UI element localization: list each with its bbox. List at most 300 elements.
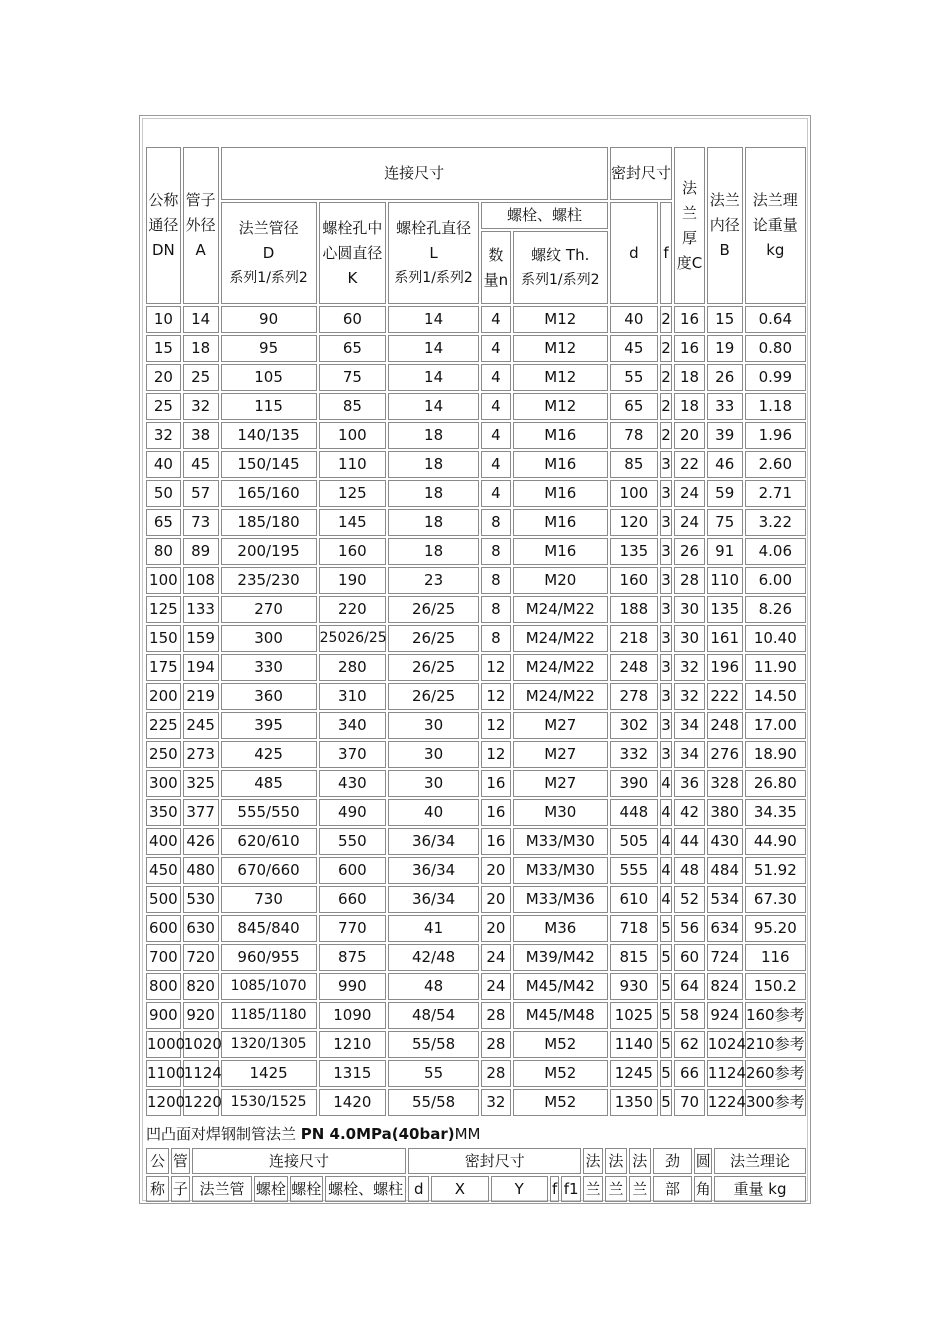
table-cell: 360 [221,683,317,710]
table-cell: 3 [660,509,672,536]
table-cell: 38 [183,422,219,449]
table-row [146,1002,806,1029]
table-cell: 32 [146,422,181,449]
table-cell: 36/34 [388,857,479,884]
table-cell: 3 [660,538,672,565]
table-cell: 150.2 [745,973,806,1000]
table-cell: 40 [610,306,658,333]
table-cell: 720 [183,944,219,971]
table-cell: 370 [319,741,386,768]
table-cell: 500 [146,886,181,913]
table-cell: 3 [660,480,672,507]
table-cell: 0.64 [745,306,806,333]
table-cell: M39/M42 [513,944,608,971]
table-cell: M33/M30 [513,857,608,884]
table-cell: 235/230 [221,567,317,594]
table-cell: M24/M22 [513,625,608,652]
table-cell: M33/M30 [513,828,608,855]
table-cell: 490 [319,799,386,826]
table-cell: 3 [660,683,672,710]
table-cell: 95 [221,335,317,362]
header-bolt-circle-k-title: 螺栓孔中心圆直径 [322,218,383,262]
table-cell: 278 [610,683,658,710]
table-cell: 33 [707,393,743,420]
table-cell: 248 [707,712,743,739]
table-row [146,944,806,971]
table-cell: 24 [481,973,511,1000]
table-cell: 875 [319,944,386,971]
table-cell: 430 [319,770,386,797]
table-cell: 125 [319,480,386,507]
table-cell: 380 [707,799,743,826]
table-cell: 14 [388,364,479,391]
table-cell: 20 [481,857,511,884]
table-cell: 20 [674,422,705,449]
table-cell: 2 [660,306,672,333]
pn40-flange-table-header [144,1146,808,1204]
table-cell: 23 [388,567,479,594]
table-cell: 12 [481,683,511,710]
table-cell: 3 [660,451,672,478]
table-cell: 448 [610,799,658,826]
table-cell: 32 [674,683,705,710]
table-cell: 34 [674,712,705,739]
table-cell: 15 [146,335,181,362]
table-cell: 40 [388,799,479,826]
table-cell: 550 [319,828,386,855]
sub-header-connection: 连接尺寸 [192,1148,407,1174]
caption-pressure: PN 4.0MPa(40bar) [300,1125,455,1143]
table-cell: 15 [707,306,743,333]
table-cell: 18 [388,480,479,507]
header-bolt-hole-l-series: 系列1/系列2 [394,269,473,286]
table-cell: 14.50 [745,683,806,710]
table-cell: 4 [481,393,511,420]
table-cell: 45 [610,335,658,362]
header-thread-th-series: 系列1/系列2 [521,271,600,288]
table-cell: 484 [707,857,743,884]
table-cell: 55/58 [388,1089,479,1116]
table-cell: 4 [481,364,511,391]
table-cell: 70 [674,1089,705,1116]
table-cell: 620/610 [221,828,317,855]
table-cell: 36/34 [388,828,479,855]
table-cell: 505 [610,828,658,855]
caption-unit: MM [454,1125,481,1143]
table-cell: 16 [674,306,705,333]
table-cell: M24/M22 [513,596,608,623]
table-cell: 100 [146,567,181,594]
table-cell: 108 [183,567,219,594]
header-flange-d-title: 法兰管径 [238,218,299,237]
table-cell: 11.90 [745,654,806,681]
table-cell: 26 [674,538,705,565]
table-cell: 2.71 [745,480,806,507]
header-bolt-circle-k-symbol: K [347,268,358,287]
table-cell: M24/M22 [513,683,608,710]
header-thickness-c: 法兰厚度C [674,147,705,304]
table-cell: 4 [481,335,511,362]
table-cell: 4.06 [745,538,806,565]
table-cell: 1245 [610,1060,658,1087]
table-cell: 3 [660,625,672,652]
table-cell: 26.80 [745,770,806,797]
table-cell: 140/135 [221,422,317,449]
header-thread-th [513,231,608,304]
header-inner-b: 法兰内径B [707,147,743,304]
table-cell: 1200 [146,1089,181,1116]
table-cell: 0.99 [745,364,806,391]
table-cell: 18 [388,538,479,565]
table-cell: 5 [660,1060,672,1087]
table-cell: 30 [388,741,479,768]
table-row [146,335,806,362]
table-cell: 59 [707,480,743,507]
table-cell: 248 [610,654,658,681]
table-cell: 16 [481,828,511,855]
table-cell: 302 [610,712,658,739]
table-cell: M12 [513,393,608,420]
table-cell: 600 [146,915,181,942]
table-row [146,857,806,884]
table-cell: 1224 [707,1089,743,1116]
table-cell: 16 [481,799,511,826]
table-cell: 960/955 [221,944,317,971]
table-cell: 5 [660,915,672,942]
table-cell: 1020 [183,1031,219,1058]
table-cell: 390 [610,770,658,797]
table-cell: 426 [183,828,219,855]
table-cell: 5 [660,944,672,971]
table-cell: 4 [481,480,511,507]
table-cell: 220 [319,596,386,623]
table-cell: 700 [146,944,181,971]
table-cell: 219 [183,683,219,710]
table-cell: M12 [513,306,608,333]
table-cell: 350 [146,799,181,826]
header-bolt-hole-l [388,202,479,304]
table-cell: 26 [707,364,743,391]
table-cell: 91 [707,538,743,565]
table-cell: 395 [221,712,317,739]
table-cell: M16 [513,509,608,536]
table-cell: 2.60 [745,451,806,478]
table-cell: 161 [707,625,743,652]
table-cell: 1210 [319,1031,386,1058]
table-row [146,596,806,623]
table-cell: 815 [610,944,658,971]
table-cell: 175 [146,654,181,681]
table-cell: 95.20 [745,915,806,942]
table-cell: 530 [183,886,219,913]
table-row [146,480,806,507]
table-row [146,973,806,1000]
table-cell: M27 [513,770,608,797]
table-cell: 190 [319,567,386,594]
table-cell: 56 [674,915,705,942]
sub-header-bolt-2: 螺栓 [290,1176,323,1202]
table-cell: 4 [481,451,511,478]
table-cell: 480 [183,857,219,884]
table-cell: 188 [610,596,658,623]
table-cell: 34.35 [745,799,806,826]
table-cell: 12 [481,712,511,739]
table-cell: 26/25 [388,654,479,681]
table-cell: 5 [660,1089,672,1116]
table-cell: 1025 [610,1002,658,1029]
table-cell: 28 [481,1031,511,1058]
table-cell: 218 [610,625,658,652]
table-cell: 2 [660,393,672,420]
table-row [146,828,806,855]
table-cell: 730 [221,886,317,913]
sub-header-seal-d: d [408,1176,429,1202]
sub-header-bolt-1: 螺栓 [254,1176,287,1202]
table-row [146,712,806,739]
table-cell: M52 [513,1089,608,1116]
table-cell: 1350 [610,1089,658,1116]
table-cell: 276 [707,741,743,768]
table-cell: 125 [146,596,181,623]
header-a: 管子外径A [183,147,219,304]
table-row [146,364,806,391]
table-cell: 26/25 [388,683,479,710]
table-cell: M45/M48 [513,1002,608,1029]
table-row [146,915,806,942]
table-cell: 8.26 [745,596,806,623]
table-cell: M30 [513,799,608,826]
table-cell: 4 [660,770,672,797]
table-cell: 135 [610,538,658,565]
table-cell: 67.30 [745,886,806,913]
table-cell: 30 [674,625,705,652]
table-cell: 41 [388,915,479,942]
table-cell: 25026/25 [319,625,386,652]
table-cell: 165/160 [221,480,317,507]
table-cell: 44.90 [745,828,806,855]
header-bolt-circle-k [319,202,386,304]
table-cell: 48 [674,857,705,884]
table-cell: 30 [388,770,479,797]
table-cell: 1000 [146,1031,181,1058]
table-cell: 18 [674,393,705,420]
table-cell: 14 [388,306,479,333]
table-row [146,1089,806,1116]
table-cell: 25 [146,393,181,420]
table-cell: 2 [660,422,672,449]
table-cell: 200/195 [221,538,317,565]
table-cell: 4 [660,886,672,913]
table-cell: 48 [388,973,479,1000]
table-cell: 2 [660,364,672,391]
table-cell: M12 [513,335,608,362]
table-cell: 1530/1525 [221,1089,317,1116]
table-cell: 160 [319,538,386,565]
table-cell: 55 [388,1060,479,1087]
table-cell: 133 [183,596,219,623]
table-cell: 1.18 [745,393,806,420]
table-row [146,567,806,594]
table-cell: 110 [319,451,386,478]
table-cell: 8 [481,625,511,652]
header-bolt-hole-l-symbol: L [429,243,438,262]
table-cell: 42 [674,799,705,826]
table-cell: 222 [707,683,743,710]
table-cell: 26/25 [388,596,479,623]
caption-prefix: 凹凸面对焊钢制管法兰 [146,1125,301,1143]
table-cell: 50 [146,480,181,507]
table-cell: 115 [221,393,317,420]
header-seal-f: f [660,202,672,304]
table-cell: 57 [183,480,219,507]
table-cell: 3.22 [745,509,806,536]
sub-header-zi: 子 [171,1176,190,1202]
table-cell: 310 [319,683,386,710]
table-cell: 32 [674,654,705,681]
table-cell: 40 [146,451,181,478]
sub-header-lan-2: 兰 [605,1176,627,1202]
table-cell: 1024 [707,1031,743,1058]
table-cell: 1220 [183,1089,219,1116]
sub-header-lan-1: 兰 [583,1176,603,1202]
table-row [146,770,806,797]
table-cell: 718 [610,915,658,942]
sub-header-weight-kg: 重量 kg [714,1176,806,1202]
table-cell: 58 [674,1002,705,1029]
table-cell: 28 [481,1060,511,1087]
table-cell: 28 [674,567,705,594]
table-cell: 930 [610,973,658,1000]
sub-header-bolt-stud: 螺栓、螺柱 [325,1176,406,1202]
table-cell: 824 [707,973,743,1000]
table-cell: 8 [481,596,511,623]
table-cell: 20 [481,886,511,913]
table-cell: M20 [513,567,608,594]
table-cell: 90 [221,306,317,333]
table-cell: 377 [183,799,219,826]
table-cell: 160参考 [745,1002,806,1029]
table-cell: 3 [660,567,672,594]
table-cell: 150 [146,625,181,652]
table-cell: 1315 [319,1060,386,1087]
sub-header-fa-2: 法 [605,1148,627,1174]
table-cell: 6.00 [745,567,806,594]
table-caption [146,1123,481,1144]
table-cell: 450 [146,857,181,884]
table-cell: 32 [481,1089,511,1116]
sub-header-bu: 部 [653,1176,693,1202]
table-cell: 1085/1070 [221,973,317,1000]
table-cell: 1420 [319,1089,386,1116]
table-cell: 225 [146,712,181,739]
table-cell: 2 [660,335,672,362]
table-cell: 22 [674,451,705,478]
table-cell: 116 [745,944,806,971]
table-cell: 17.00 [745,712,806,739]
table-cell: 44 [674,828,705,855]
header-dn: 公称通径DN [146,147,181,304]
flange-dimension-table [144,145,808,1118]
table-cell: 210参考 [745,1031,806,1058]
table-cell: 10 [146,306,181,333]
table-cell: 24 [674,480,705,507]
table-cell: 300 [146,770,181,797]
table-cell: 1425 [221,1060,317,1087]
table-cell: 194 [183,654,219,681]
header-flange-d [221,202,317,304]
table-cell: 39 [707,422,743,449]
table-cell: 12 [481,741,511,768]
header-bolt-stud: 螺栓、螺柱 [481,202,608,229]
table-cell: 3 [660,654,672,681]
table-cell: M12 [513,364,608,391]
table-cell: 24 [674,509,705,536]
table-row [146,538,806,565]
sub-header-weight: 法兰理论 [714,1148,806,1174]
table-cell: 55 [610,364,658,391]
table-cell: 200 [146,683,181,710]
table-cell: 20 [146,364,181,391]
table-row [146,306,806,333]
table-cell: 5 [660,1031,672,1058]
table-cell: 1090 [319,1002,386,1029]
table-row [146,799,806,826]
table-cell: 51.92 [745,857,806,884]
sub-header-guan: 管 [171,1148,190,1174]
table-cell: 64 [674,973,705,1000]
table-cell: 273 [183,741,219,768]
table-cell: 46 [707,451,743,478]
table-cell: 8 [481,509,511,536]
table-cell: 60 [319,306,386,333]
table-cell: 25 [183,364,219,391]
table-cell: 52 [674,886,705,913]
table-cell: 10.40 [745,625,806,652]
table-cell: 120 [610,509,658,536]
table-cell: 8 [481,538,511,565]
table-cell: 430 [707,828,743,855]
table-cell: 55/58 [388,1031,479,1058]
table-cell: 1124 [707,1060,743,1087]
table-cell: M52 [513,1031,608,1058]
table-cell: 100 [319,422,386,449]
table-cell: 3 [660,596,672,623]
table-cell: 105 [221,364,317,391]
table-cell: 185/180 [221,509,317,536]
table-row [146,886,806,913]
sub-header-fa-1: 法 [583,1148,603,1174]
table-cell: 18 [388,422,479,449]
table-cell: 924 [707,1002,743,1029]
table-cell: 66 [674,1060,705,1087]
table-cell: M36 [513,915,608,942]
table-cell: 30 [388,712,479,739]
table-cell: 1320/1305 [221,1031,317,1058]
table-cell: M27 [513,741,608,768]
sub-header-seal: 密封尺寸 [408,1148,581,1174]
table-cell: 4 [481,306,511,333]
table-cell: 75 [707,509,743,536]
header-bolt-count-n: 数量n [481,231,511,304]
table-cell: 1140 [610,1031,658,1058]
table-cell: 5 [660,1002,672,1029]
table-cell: 845/840 [221,915,317,942]
table-cell: 12 [481,654,511,681]
table-cell: 73 [183,509,219,536]
table-cell: 16 [481,770,511,797]
table-cell: 670/660 [221,857,317,884]
table-cell: 900 [146,1002,181,1029]
